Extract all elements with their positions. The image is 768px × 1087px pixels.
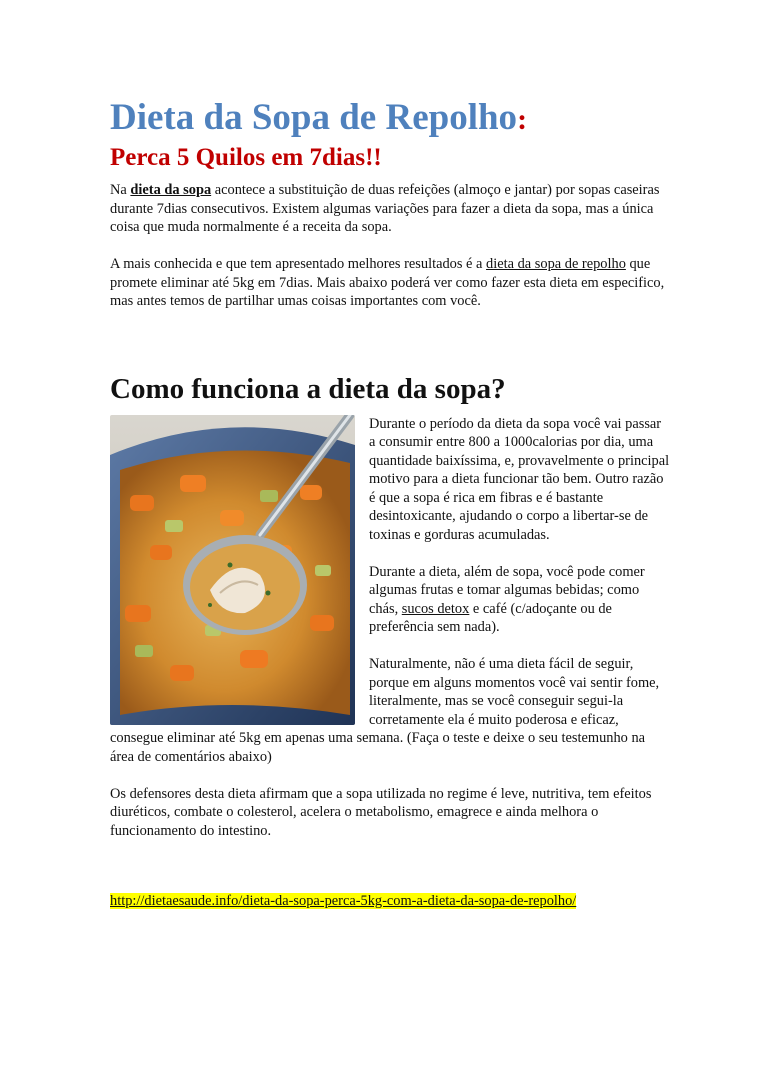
section-paragraph-4: Os defensores desta dieta afirmam que a sopa utilizada no regime é leve, nutritiva, tem efeitos diuréticos, combate o colesterol, acelera o metabolismo, emagrece e ainda melhora o funcionamento do intestino. [110, 785, 652, 839]
section-heading: Como funciona a dieta da sopa? [110, 372, 506, 405]
title-text: Dieta da Sopa de Repolho [110, 97, 518, 138]
intro-p1-text-b: acontece a substituição de duas refeições (almoço e jantar) por sopas caseiras durante 7dias consecutivos. Existem algumas variações para fazer a dieta da sopa, mas a única coisa que muda normalmente é a receita da sopa. [110, 182, 660, 235]
sucos-detox-link[interactable]: sucos detox [401, 600, 470, 617]
page-title [110, 96, 670, 142]
intro-p2-text-a: A mais conhecida e que tem apresentado melhores resultados é a [110, 256, 487, 272]
soup-image [110, 415, 355, 725]
page-subtitle: Perca 5 Quilos em 7dias!! [110, 144, 382, 171]
intro-paragraph-2 [110, 255, 670, 311]
source-url-link[interactable]: http://dietaesaude.info/dieta-da-sopa-perca-5kg-com-a-dieta-da-sopa-de-repolho/ [110, 893, 577, 909]
intro-p2-text-b: que promete eliminar até 5kg em 7dias. Mais abaixo poderá ver como fazer esta dieta em especifico, mas antes temos de partilhar umas coisas importantes com você. [110, 256, 665, 309]
dieta-da-sopa-link[interactable]: dieta da sopa [130, 182, 212, 198]
document-page [110, 96, 670, 911]
dieta-sopa-repolho-link[interactable]: dieta da sopa de repolho [486, 256, 626, 272]
section-paragraph-1: Durante o período da dieta da sopa você vai passar a consumir entre 800 a 1000calorias por dia, uma quantidade baixíssima, e, provavelmente o principal motivo para a dieta funcionar tão bem. Outro razão é que a sopa é rica em fibras e é bastante desintoxicante, ajudando o corpo a libertar-se de toxinas e gorduras acumuladas. [369, 415, 670, 543]
intro-paragraph-1 [110, 181, 670, 237]
title-colon: : [517, 103, 528, 136]
section-paragraph-3: Naturalmente, não é uma dieta fácil de seguir, porque em alguns momentos você vai sentir fome, literalmente, mas se você conseguir segui-la corretamente ela é muito poderosa e eficaz, consegue eliminar até 5kg em apenas uma semana. (Faça o teste e deixe o seu testemunho na área de comentários abaixo) [110, 656, 660, 765]
section-p2-text-a: Durante a dieta, além de sopa, você pode comer algumas frutas e tomar algumas bebidas; como chás, [369, 563, 645, 617]
source-url-line [110, 892, 670, 911]
intro-p1-text-a: Na [110, 182, 131, 198]
soup-photo [110, 415, 355, 725]
section-p2-text-b: e café (c/adoçante ou de preferência sem nada). [369, 600, 612, 635]
